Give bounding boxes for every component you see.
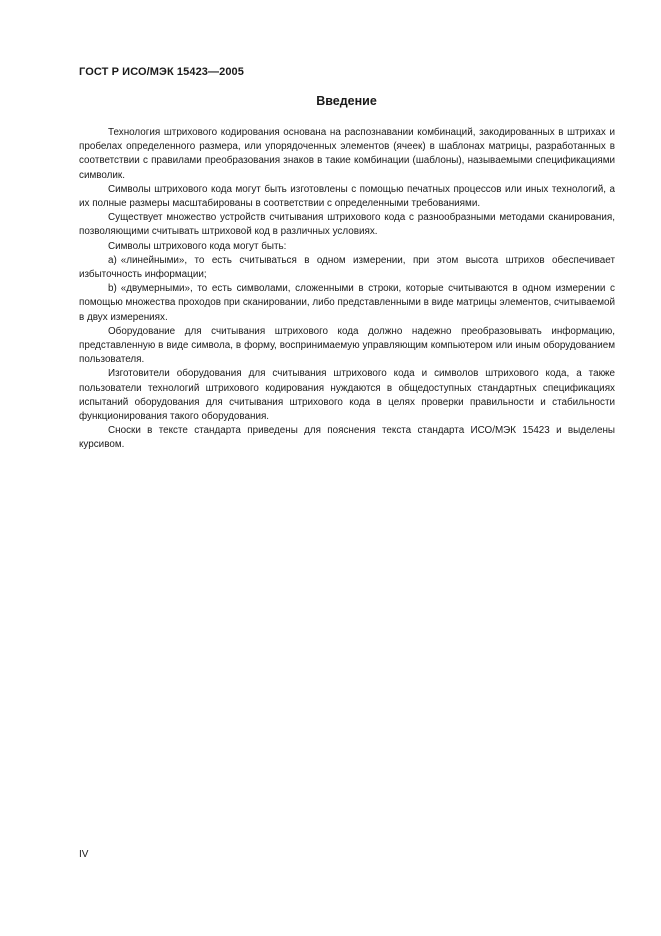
body-text xyxy=(79,126,615,453)
list-item-b xyxy=(79,282,615,325)
section-title-text: Введение xyxy=(316,94,377,108)
list-label: а) xyxy=(108,254,117,266)
paragraph xyxy=(79,424,615,452)
paragraph xyxy=(79,240,615,254)
paragraph-text: Оборудование для считывания штрихового кода должно надежно преобразовывать информацию, представленную в виде символа, в форму, воспринимаемую управляющим компьютером или иным оборудованием пользователя. xyxy=(79,325,615,366)
list-item-text: «двумерными», то есть символами, сложенными в строки, которые считываются в одном измерении с помощью множества проходов при сканировании, либо представленными в виде матрицы элементов, считываемой в двух измерениях. xyxy=(79,283,615,323)
paragraph xyxy=(79,367,615,424)
section-title xyxy=(0,94,661,108)
paragraph xyxy=(79,325,615,368)
paragraph-text: Существует множество устройств считывания штрихового кода с разнообразными методами сканирования, позволяющими считывать штриховой код в различных условиях. xyxy=(79,212,615,238)
page-number: IV xyxy=(79,849,89,860)
document-header: ГОСТ Р ИСО/МЭК 15423—2005 xyxy=(79,66,244,78)
paragraph xyxy=(79,211,615,239)
paragraph-text: Сноски в тексте стандарта приведены для пояснения текста стандарта ИСО/МЭК 15423 и выделены курсивом. xyxy=(79,425,615,451)
paragraph xyxy=(79,126,615,183)
paragraph-text: Символы штрихового кода могут быть изготовлены с помощью печатных процессов или иных технологий, а их полные размеры масштабированы в соответствии с определенными требованиями. xyxy=(79,183,615,210)
paragraph-text: Символы штрихового кода могут быть: xyxy=(108,240,287,252)
paragraph xyxy=(79,183,615,211)
paragraph-text: Технология штрихового кодирования основана на распознавании комбинаций, закодированных в штрихах и пробелах определенного размера, или упорядоченных элементов (ячеек) в шаблонах матрицы, разработанных в соответствии с правилами преобразования знаков в такие комбинации (шаблоны), называемыми спецификациями символик. xyxy=(79,127,615,181)
paragraph-text: Изготовители оборудования для считывания штрихового кода и символов штрихового кода, а также пользователи технологий штрихового кодирования нуждаются в общедоступных стандартных спецификациях испытаний оборудования для считывания штрихового кода в целях проверки правильности и стабильности функционирования такого оборудования. xyxy=(79,368,615,423)
list-item-a xyxy=(79,254,615,282)
list-label: b) xyxy=(108,283,117,295)
list-item-text: «линейными», то есть считываться в одном измерении, при этом высота штрихов обеспечивает избыточность информации; xyxy=(79,254,615,281)
